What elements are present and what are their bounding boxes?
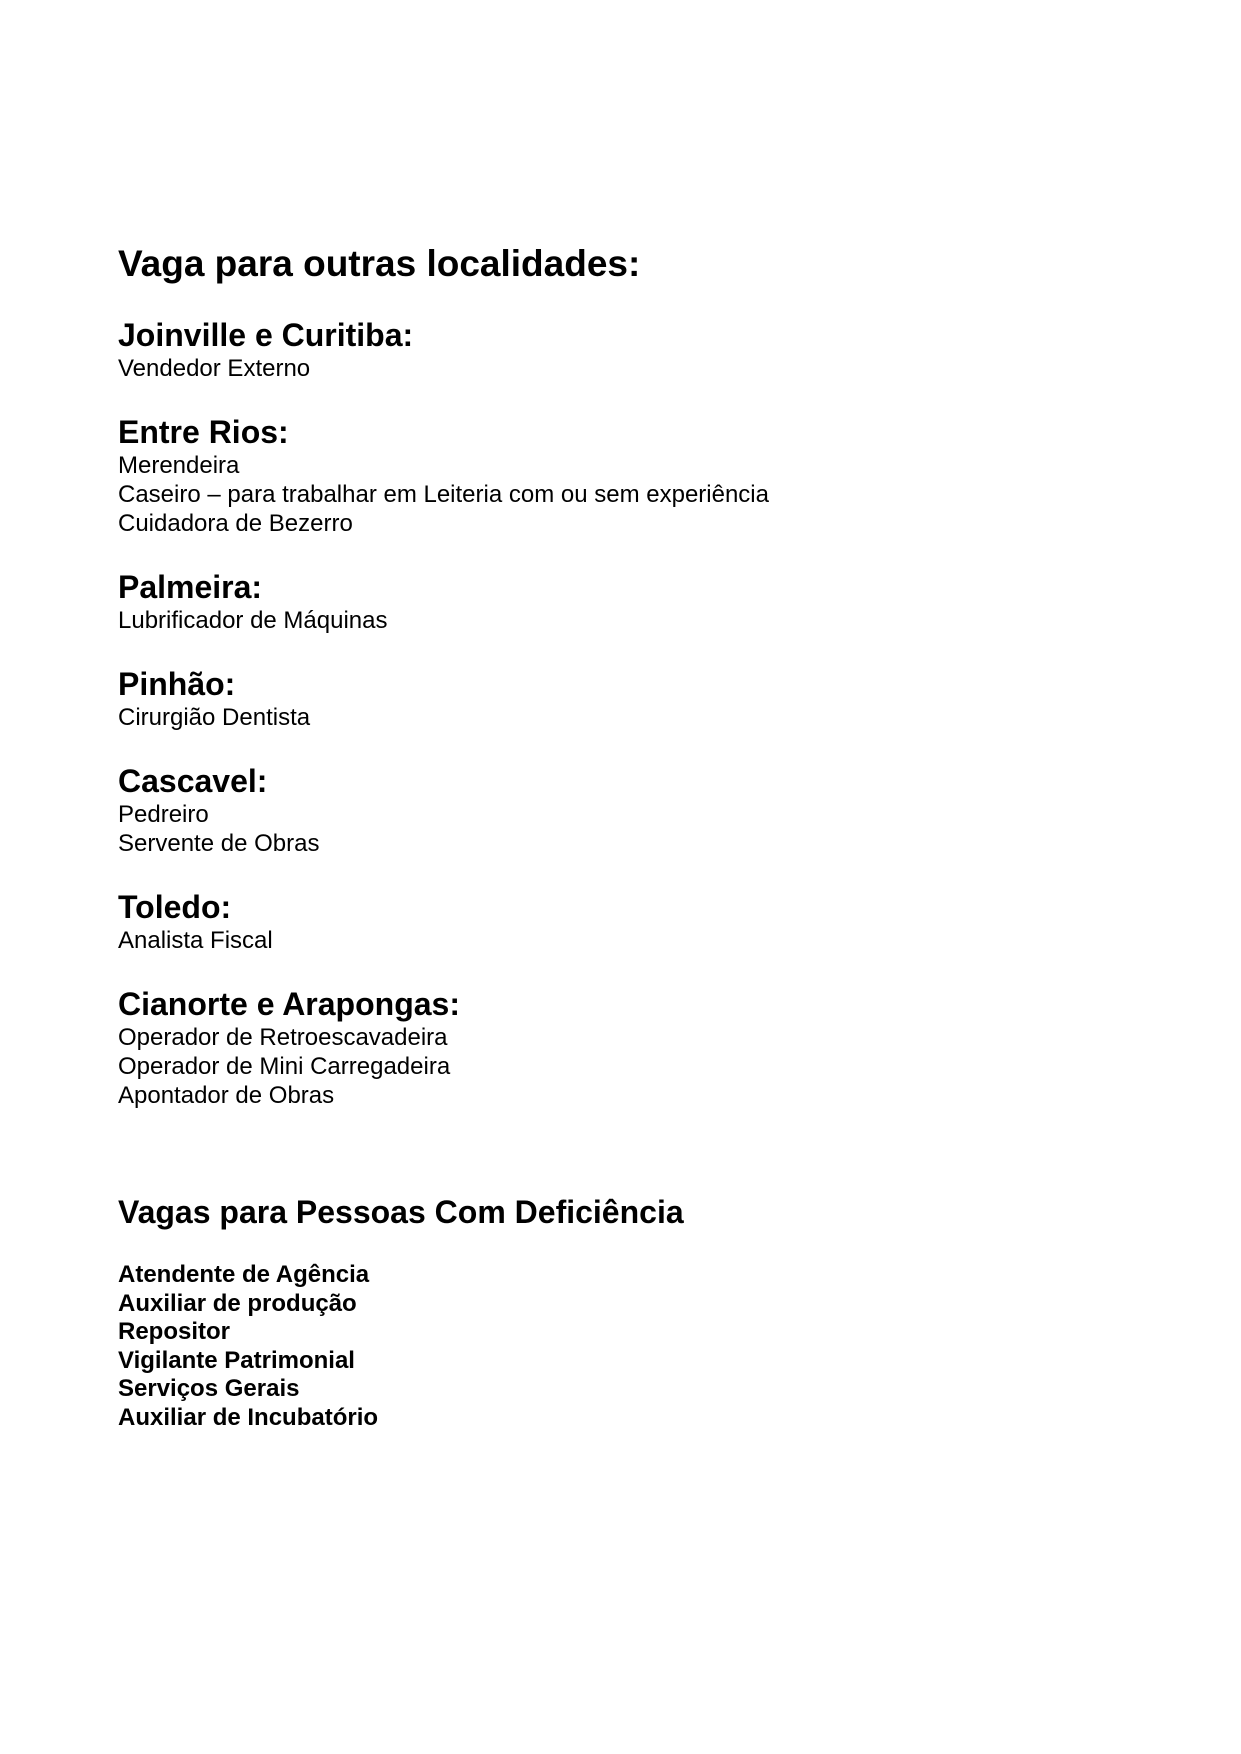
pcd-job-item: Repositor	[118, 1318, 231, 1346]
location-palmeira	[118, 568, 1118, 635]
location-pinhao	[118, 665, 1118, 732]
job-list	[118, 703, 1118, 732]
job-item: Servente de Obras	[118, 830, 320, 857]
pcd-job-item: Atendente de Agência	[118, 1261, 370, 1288]
location-toledo	[118, 888, 1118, 955]
job-item: Operador de Retroescavadeira	[118, 1024, 448, 1051]
page-title: Vaga para outras localidades:	[118, 243, 641, 284]
pcd-job-item: Auxiliar de Incubatório	[118, 1403, 379, 1431]
job-item: Lubrificador de Máquinas	[118, 607, 388, 634]
pcd-job-item: Auxiliar de produção	[118, 1289, 357, 1317]
job-item: Apontador de Obras	[118, 1082, 335, 1109]
pcd-job-item: Vigilante Patrimonial	[118, 1346, 355, 1374]
job-list	[118, 800, 1118, 858]
job-list	[118, 354, 1118, 383]
locations-list	[118, 316, 1118, 1140]
location-cianorte-arapongas	[118, 985, 1118, 1110]
pcd-section-title: Vagas para Pessoas Com Deficiência	[118, 1194, 684, 1230]
job-item: Caseiro – para trabalhar em Leiteria com ou sem experiência	[118, 481, 769, 508]
location-title: Entre Rios:	[118, 414, 289, 450]
pcd-job-list	[118, 1261, 378, 1433]
location-entre-rios	[118, 413, 1118, 538]
job-item: Analista Fiscal	[118, 927, 273, 954]
job-item: Pedreiro	[118, 801, 209, 828]
job-list	[118, 1023, 1118, 1110]
location-title: Palmeira:	[118, 569, 263, 605]
pcd-job-item: Serviços Gerais	[118, 1375, 300, 1403]
job-list	[118, 926, 1118, 955]
job-item: Merendeira	[118, 452, 240, 479]
location-title: Toledo:	[118, 889, 232, 925]
location-title: Joinville e Curitiba:	[118, 317, 414, 353]
job-item: Cuidadora de Bezerro	[118, 510, 353, 537]
job-item: Operador de Mini Carregadeira	[118, 1053, 451, 1080]
location-title: Cianorte e Arapongas:	[118, 986, 460, 1022]
location-joinville-curitiba	[118, 316, 1118, 383]
location-title: Pinhão:	[118, 666, 236, 702]
job-item: Cirurgião Dentista	[118, 704, 311, 731]
job-item: Vendedor Externo	[118, 355, 311, 382]
location-title: Cascavel:	[118, 763, 268, 799]
location-cascavel	[118, 762, 1118, 858]
job-list	[118, 451, 1118, 538]
job-list	[118, 606, 1118, 635]
